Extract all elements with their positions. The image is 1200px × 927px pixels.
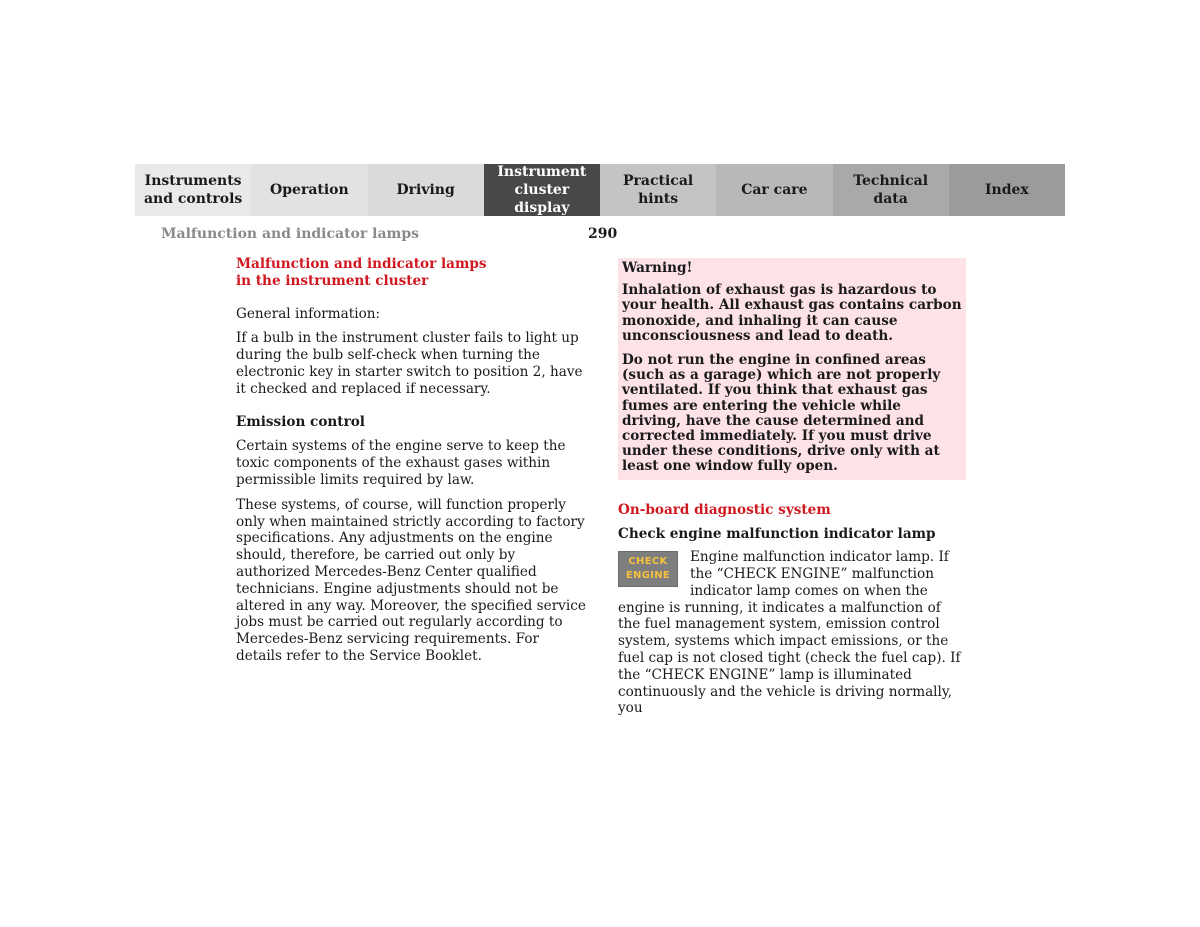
emission-paragraph-1: Certain systems of the engine serve to keep the toxic components of the exhaust gases within permissible limits required by law. — [236, 438, 566, 488]
emission-control-heading: Emission control — [236, 413, 365, 430]
tab-instrument-cluster-display[interactable]: Instrument cluster display — [484, 164, 600, 216]
check-engine-heading: Check engine malfunction indicator lamp — [618, 526, 936, 543]
tab-driving[interactable]: Driving — [368, 164, 484, 216]
tab-index[interactable]: Index — [949, 164, 1065, 216]
check-engine-block — [618, 549, 966, 717]
tab-instruments-and-controls[interactable]: Instruments and controls — [135, 164, 251, 216]
page-number: 290 — [588, 226, 618, 242]
left-column — [236, 256, 586, 665]
tab-operation[interactable]: Operation — [251, 164, 367, 216]
lamp-line-1: CHECK — [628, 556, 668, 568]
section-title: Malfunction and indicator lamps — [161, 226, 420, 242]
right-column — [618, 258, 966, 717]
general-info-label: General information: — [236, 305, 381, 322]
tab-technical-data[interactable]: Technical data — [833, 164, 949, 216]
section-heading: Malfunction and indicator lamps in the instrument cluster — [236, 256, 487, 289]
check-engine-icon — [618, 551, 678, 587]
bulb-check-paragraph: If a bulb in the instrument cluster fails to light up during the bulb self-check when turning the electronic key in starter switch to position 2, have it checked and replaced if necessary. — [236, 330, 583, 397]
check-engine-paragraph: Engine malfunction indicator lamp. If the “CHECK ENGINE” malfunction indicator lamp comes on when the engine is running, it indicates a malfunction of the fuel management system, emission control system, systems which impact emissions, or the fuel cap is not closed tight (check the fuel cap). If the “CHECK ENGINE” lamp is illuminated continuously and the vehicle is driving normally, you — [618, 549, 961, 717]
emission-paragraph-2: These systems, of course, will function properly only when maintained strictly according to factory specifications. Any adjustments on the engine should, therefore, be carried out only by authorized Mercedes-Benz Center qualified technicians. Engine adjustments should not be altered in any way. Moreover, the specified service jobs must be carried out regularly according to Mercedes-Benz servicing requirements. For details refer to the Service Booklet. — [236, 496, 586, 664]
warning-paragraph-2: Do not run the engine in confined areas (such as a garage) which are not properly ventilated. If you think that exhaust gas fumes are entering the vehicle while driving, have the cause determined and corrected immediately. If you must drive under these conditions, drive only with at least one window fully open. — [622, 352, 941, 475]
warning-paragraph-1: Inhalation of exhaust gas is hazardous to your health. All exhaust gas contains carbon monoxide, and inhaling it can cause unconsciousness and lead to death. — [622, 282, 962, 344]
chapter-tabs — [135, 164, 1065, 216]
tab-practical-hints[interactable]: Practical hints — [600, 164, 716, 216]
warning-title: Warning! — [622, 260, 693, 276]
warning-box — [618, 258, 966, 480]
obd-heading: On-board diagnostic system — [618, 501, 831, 518]
check-engine-lamp-wrap — [618, 551, 690, 591]
tab-car-care[interactable]: Car care — [716, 164, 832, 216]
lamp-line-2: ENGINE — [625, 570, 671, 582]
